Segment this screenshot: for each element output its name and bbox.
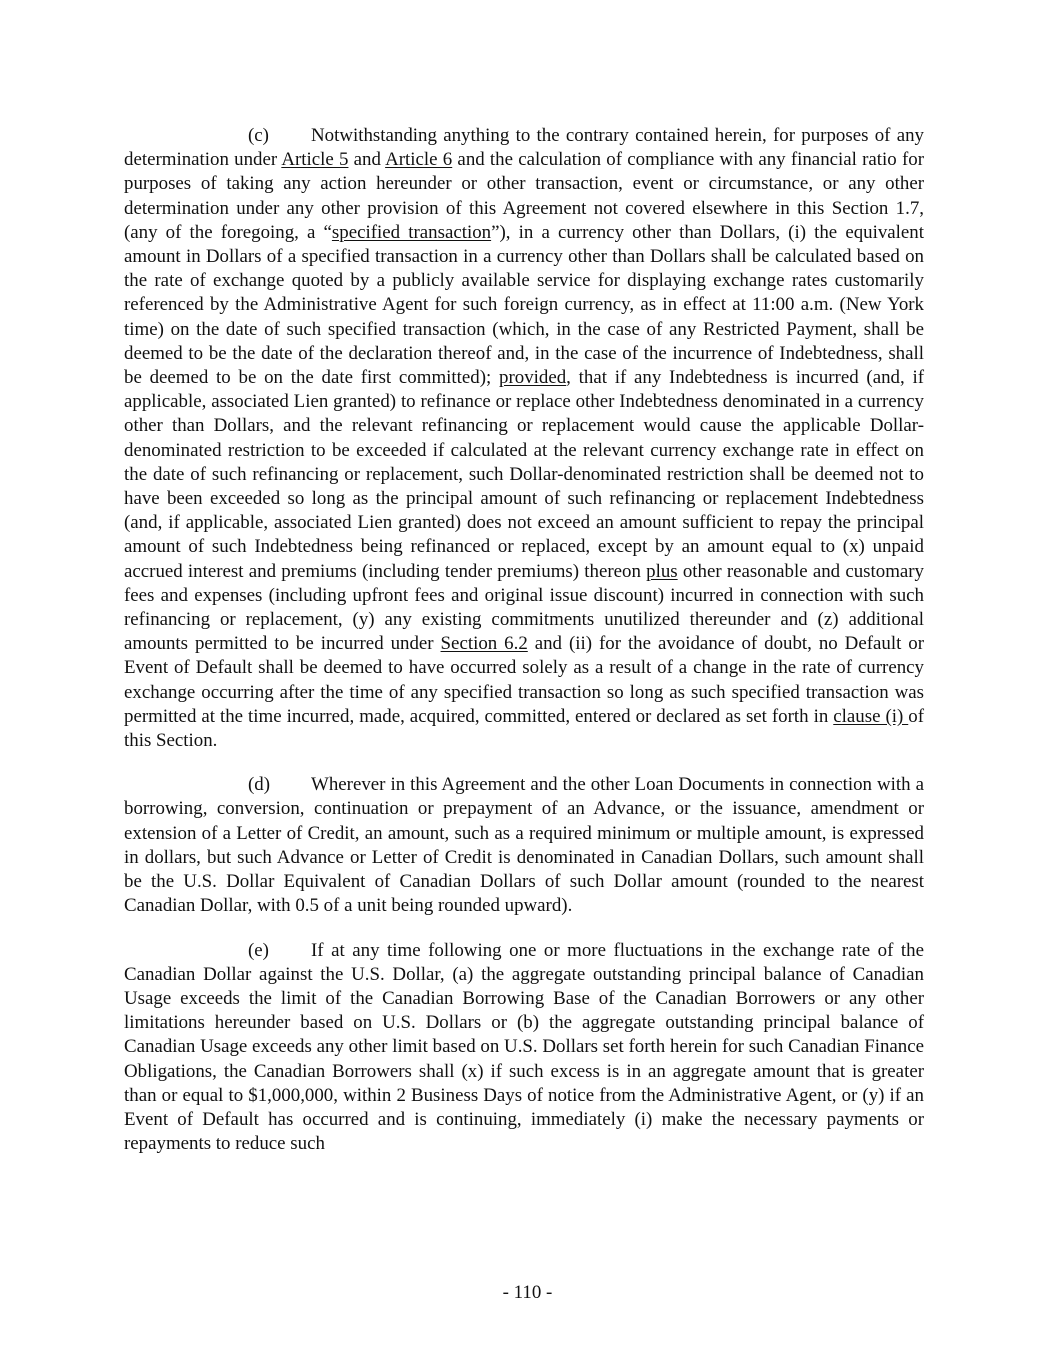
cross-reference: Article 5	[281, 149, 349, 171]
paragraph-text: , that if any Indebtedness is incurred (and, if applicable, associated Lien granted) to refinance or replace other Indebtedness denominated in a currency other than Dollars, and the relevant refinancing or replacement would cause the applicable Dollar-denominated restriction to be exceeded if calculated at the relevant currency exchange rate in effect on the date of such refinancing or replacement, such Dollar-denominated restriction shall be deemed not to have been exceeded so long as the principal amount of such refinancing or replacement Indebtedness (and, if applicable, associated Lien granted) does not exceed an amount sufficient to repay the principal amount of such Indebtedness being refinanced or replaced, except by an amount equal to (x) unpaid accrued interest and premiums (including tender premiums) thereon	[124, 367, 924, 582]
paragraph-text: If at any time following one or more fluctuations in the exchange rate of the Canadian Dollar against the U.S. Dollar, (a) the aggregate outstanding principal balance of Canadian Usage exceeds the limit of the Canadian Borrowing Base of the Canadian Borrowers or any other limitations hereunder based on U.S. Dollars or (b) the aggregate outstanding principal balance of Canadian Usage exceeds any other limit based on U.S. Dollars set forth herein for such Canadian Finance Obligations, the Canadian Borrowers shall (x) if such excess is in an aggregate amount that is greater than or equal to $1,000,000, within 2 Business Days of notice from the Administrative Agent, or (y) if an Event of Default has occurred and is continuing, immediately (i) make the necessary payments or repayments to reduce such	[124, 939, 924, 1155]
paragraph-d	[124, 773, 924, 918]
paragraph-label: (c)	[248, 125, 269, 146]
page-number: - 110 -	[502, 1282, 553, 1303]
paragraph-text: ”), in a currency other than Dollars, (i) the equivalent amount in Dollars of a specified transaction in a currency other than Dollars shall be calculated based on the rate of exchange quoted by a publicly available service for displaying exchange rates customarily referenced by the Administrative Agent for such foreign currency, as in effect at 11:00 a.m. (New York time) on the date of such specified transaction (which, in the case of any Restricted Payment, shall be deemed to be the date of the declaration thereof and, in the case of the incurrence of Indebtedness, shall be deemed to be on the date first committed);	[124, 221, 924, 389]
paragraph-e	[124, 939, 924, 1157]
paragraph-text: of this Section.	[124, 705, 924, 752]
cross-reference: Article 6	[385, 149, 453, 171]
paragraph-c	[124, 124, 924, 753]
paragraph-text: other reasonable and customary fees and expenses (including upfront fees and original issue discount) incurred in connection with such refinancing or replacement, (y) any existing commitments unutilized thereunder and (z) additional amounts permitted to be incurred under	[124, 560, 925, 655]
cross-reference: clause (i)	[833, 705, 909, 727]
paragraph-text: Wherever in this Agreement and the other Loan Documents in connection with a borrowing, conversion, continuation or prepayment of an Advance, or the issuance, amendment or extension of a Letter of Credit, an amount, such as a required minimum or multiple amount, is expressed in dollars, but such Advance or Letter of Credit is denominated in Canadian Dollars, such amount shall be the U.S. Dollar Equivalent of Canadian Dollars of such Dollar amount (rounded to the nearest Canadian Dollar, with 0.5 of a unit being rounded upward).	[124, 774, 924, 917]
paragraph-label: (d)	[248, 774, 271, 796]
cross-reference: plus	[646, 560, 678, 582]
paragraph-text: and the calculation of compliance with any financial ratio for purposes of taking any action hereunder or other transaction, event or circumstance, or any other determination under any other provision of this Agreement not covered elsewhere in this Section 1.7, (any of the foregoing, a “	[124, 149, 924, 243]
cross-reference: Section 6.2	[440, 633, 528, 655]
paragraph-text: Notwithstanding anything to the contrary contained herein, for purposes of any determination under	[124, 125, 924, 171]
cross-reference: provided	[499, 367, 567, 389]
paragraph-text: and	[348, 149, 386, 171]
paragraph-label: (e)	[248, 939, 269, 961]
paragraph-text: and (ii) for the avoidance of doubt, no Default or Event of Default shall be deemed to have occurred solely as a result of a change in the rate of currency exchange occurring after the time of any specified transaction so long as such specified transaction was permitted at the time incurred, made, acquired, committed, entered or declared as set forth in	[124, 633, 925, 727]
document-page	[124, 124, 924, 1176]
cross-reference: specified transaction	[331, 221, 492, 243]
